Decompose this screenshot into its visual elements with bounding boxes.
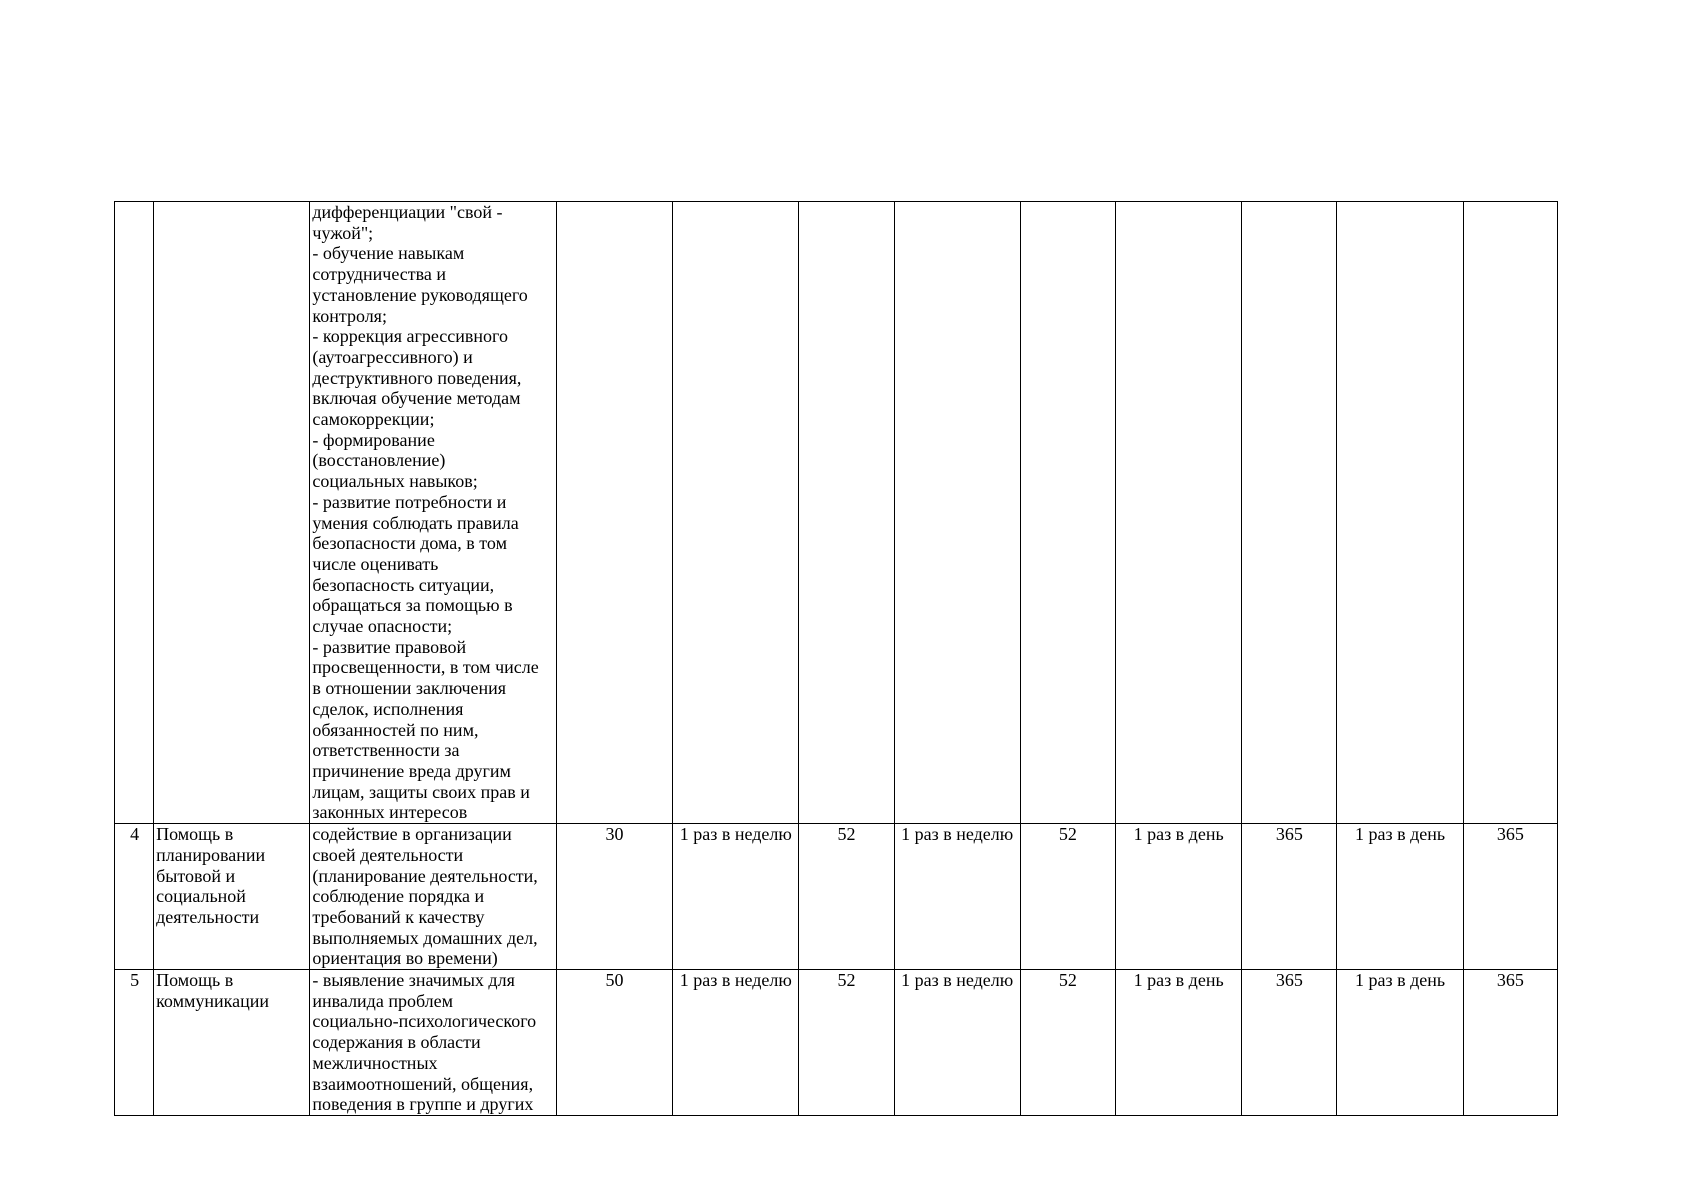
service-name-text: Помощь в коммуникации bbox=[156, 970, 269, 1011]
service-description-text: - выявление значимых для инвалида проблем социально-психологического содержания в области межличностных взаимоотношений, общения, поведения в группе и других bbox=[312, 970, 537, 1115]
value-cell-3 bbox=[1020, 202, 1115, 824]
service-name-cell bbox=[154, 970, 310, 1116]
value-cell-3: 52 bbox=[1020, 824, 1115, 970]
value-cell-3: 52 bbox=[1020, 970, 1115, 1116]
frequency-cell-1: 1 раз в неделю bbox=[673, 824, 799, 970]
service-description-cell bbox=[310, 202, 557, 824]
value-cell-4 bbox=[1242, 202, 1337, 824]
service-name-cell bbox=[154, 824, 310, 970]
frequency-cell-1 bbox=[673, 202, 799, 824]
row-number-cell: 4 bbox=[115, 824, 154, 970]
frequency-cell-3 bbox=[1116, 202, 1242, 824]
frequency-cell-3: 1 раз в день bbox=[1116, 824, 1242, 970]
value-cell-2 bbox=[799, 202, 894, 824]
service-name-cell bbox=[154, 202, 310, 824]
value-cell-5: 365 bbox=[1463, 824, 1557, 970]
frequency-cell-4: 1 раз в день bbox=[1337, 824, 1463, 970]
frequency-cell-2: 1 раз в неделю bbox=[894, 824, 1020, 970]
value-cell-1: 30 bbox=[556, 824, 672, 970]
table-row bbox=[115, 202, 1558, 824]
value-cell-1: 50 bbox=[556, 970, 672, 1116]
value-cell-5: 365 bbox=[1463, 970, 1557, 1116]
service-description-text: дифференциации "свой - чужой"; - обучение навыкам сотрудничества и установление руководящего контроля; - коррекция агрессивного (аутоагрессивного) и деструктивного поведения, включая обучение методам самокоррекции; - формирование (восстановление) социальных навыков; - развитие потребности и умения соблюдать правила безопасности дома, в том числе оценивать безопасность ситуации, обращаться за помощью в случае опасности; - развитие правовой просвещенности, в том числе в отношении заключения сделок, исполнения обязанностей по ним, ответственности за причинение вреда другим лицам, защиты своих прав и законных интересов bbox=[312, 202, 539, 823]
service-name-text: Помощь в планировании бытовой и социальной деятельности bbox=[156, 824, 266, 927]
value-cell-1 bbox=[556, 202, 672, 824]
row-number-cell bbox=[115, 202, 154, 824]
frequency-cell-4: 1 раз в день bbox=[1337, 970, 1463, 1116]
value-cell-4: 365 bbox=[1242, 970, 1337, 1116]
service-description-text: содействие в организации своей деятельности (планирование деятельности, соблюдение порядка и требований к качеству выполняемых домашних дел, ориентация во времени) bbox=[312, 824, 538, 969]
frequency-cell-2 bbox=[894, 202, 1020, 824]
value-cell-2: 52 bbox=[799, 970, 894, 1116]
table-row bbox=[115, 824, 1558, 970]
frequency-cell-3: 1 раз в день bbox=[1116, 970, 1242, 1116]
service-description-cell bbox=[310, 824, 557, 970]
service-description-cell bbox=[310, 970, 557, 1116]
value-cell-5 bbox=[1463, 202, 1557, 824]
row-number-cell: 5 bbox=[115, 970, 154, 1116]
frequency-cell-4 bbox=[1337, 202, 1463, 824]
frequency-cell-1: 1 раз в неделю bbox=[673, 970, 799, 1116]
table-row bbox=[115, 970, 1558, 1116]
value-cell-2: 52 bbox=[799, 824, 894, 970]
frequency-cell-2: 1 раз в неделю bbox=[894, 970, 1020, 1116]
value-cell-4: 365 bbox=[1242, 824, 1337, 970]
services-table bbox=[114, 201, 1558, 1116]
